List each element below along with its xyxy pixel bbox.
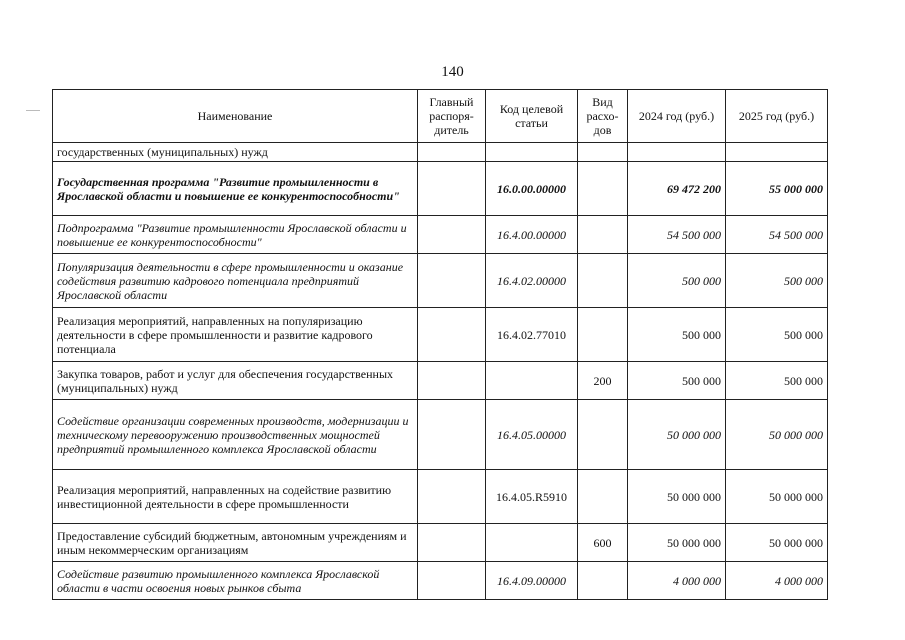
row-name-cell: Реализация мероприятий, направленных на содействие развитию инвестиционной деятельности в сфере промышленности — [53, 470, 418, 524]
row-code-cell: 16.4.09.00000 — [486, 562, 578, 600]
row-admin-cell — [418, 362, 486, 400]
row-name-cell: Государственная программа "Развитие промышленности в Ярославской области и повышение ее конкурентоспособности" — [53, 162, 418, 216]
row-name-cell: Реализация мероприятий, направленных на популяризацию деятельности в сфере промышленности и развитие кадрового потенциала — [53, 308, 418, 362]
table-row — [53, 524, 828, 562]
margin-mark — [26, 110, 40, 111]
row-admin-cell — [418, 162, 486, 216]
row-2024-cell: 500 000 — [628, 254, 726, 308]
row-2024-cell: 50 000 000 — [628, 524, 726, 562]
row-admin-cell — [418, 254, 486, 308]
table-row — [53, 216, 828, 254]
row-code-cell: 16.4.02.00000 — [486, 254, 578, 308]
row-name-cell: Содействие развитию промышленного комплекса Ярославской области в части освоения новых рынков сбыта — [53, 562, 418, 600]
header-name: Наименование — [53, 90, 418, 143]
row-2025-cell: 50 000 000 — [726, 524, 828, 562]
table-row — [53, 308, 828, 362]
row-2025-cell: 500 000 — [726, 362, 828, 400]
row-2025-cell: 500 000 — [726, 254, 828, 308]
row-admin-cell — [418, 400, 486, 470]
header-admin: Главный распоря-дитель — [418, 90, 486, 143]
row-2024-cell: 50 000 000 — [628, 400, 726, 470]
table-row — [53, 562, 828, 600]
row-vid-cell — [578, 143, 628, 162]
row-2025-cell: 54 500 000 — [726, 216, 828, 254]
table-row — [53, 162, 828, 216]
table-row — [53, 143, 828, 162]
header-2025: 2025 год (руб.) — [726, 90, 828, 143]
row-2024-cell — [628, 143, 726, 162]
row-2025-cell: 50 000 000 — [726, 470, 828, 524]
row-code-cell: 16.4.00.00000 — [486, 216, 578, 254]
header-code: Код целевой статьи — [486, 90, 578, 143]
row-2024-cell: 69 472 200 — [628, 162, 726, 216]
row-name-cell: Популяризация деятельности в сфере промышленности и оказание содействия развитию кадрового потенциала предприятий Ярославской области — [53, 254, 418, 308]
table-row — [53, 362, 828, 400]
row-code-cell — [486, 362, 578, 400]
page-number: 140 — [441, 64, 464, 80]
row-code-cell — [486, 143, 578, 162]
row-2024-cell: 500 000 — [628, 308, 726, 362]
row-2024-cell: 4 000 000 — [628, 562, 726, 600]
row-admin-cell — [418, 216, 486, 254]
row-2024-cell: 500 000 — [628, 362, 726, 400]
table-row — [53, 400, 828, 470]
budget-table — [52, 89, 828, 600]
row-vid-cell: 600 — [578, 524, 628, 562]
row-code-cell: 16.4.02.77010 — [486, 308, 578, 362]
row-2025-cell: 500 000 — [726, 308, 828, 362]
row-2025-cell: 55 000 000 — [726, 162, 828, 216]
row-vid-cell — [578, 562, 628, 600]
row-name-cell: Закупка товаров, работ и услуг для обеспечения государственных (муниципальных) нужд — [53, 362, 418, 400]
row-code-cell — [486, 524, 578, 562]
row-name-cell: Предоставление субсидий бюджетным, автономным учреждениям и иным некоммерческим организациям — [53, 524, 418, 562]
row-admin-cell — [418, 524, 486, 562]
row-code-cell: 16.4.05.00000 — [486, 400, 578, 470]
row-vid-cell — [578, 470, 628, 524]
row-vid-cell — [578, 216, 628, 254]
row-code-cell: 16.0.00.00000 — [486, 162, 578, 216]
row-name-cell: Содействие организации современных производств, модернизации и техническому перевооружению производственных мощностей предприятий промышленного комплекса Ярославской области — [53, 400, 418, 470]
row-vid-cell — [578, 308, 628, 362]
row-2024-cell: 54 500 000 — [628, 216, 726, 254]
row-2025-cell: 4 000 000 — [726, 562, 828, 600]
header-row — [53, 90, 828, 143]
row-vid-cell — [578, 162, 628, 216]
row-vid-cell — [578, 400, 628, 470]
table-row — [53, 470, 828, 524]
row-vid-cell: 200 — [578, 362, 628, 400]
row-admin-cell — [418, 562, 486, 600]
row-2025-cell: 50 000 000 — [726, 400, 828, 470]
row-admin-cell — [418, 470, 486, 524]
row-admin-cell — [418, 308, 486, 362]
row-2024-cell: 50 000 000 — [628, 470, 726, 524]
row-admin-cell — [418, 143, 486, 162]
row-name-cell: Подпрограмма "Развитие промышленности Ярославской области и повышение ее конкурентоспособности" — [53, 216, 418, 254]
row-vid-cell — [578, 254, 628, 308]
header-2024: 2024 год (руб.) — [628, 90, 726, 143]
row-name-cell: государственных (муниципальных) нужд — [53, 143, 418, 162]
row-code-cell: 16.4.05.R5910 — [486, 470, 578, 524]
row-2025-cell — [726, 143, 828, 162]
header-vid: Вид расхо-дов — [578, 90, 628, 143]
table-row — [53, 254, 828, 308]
